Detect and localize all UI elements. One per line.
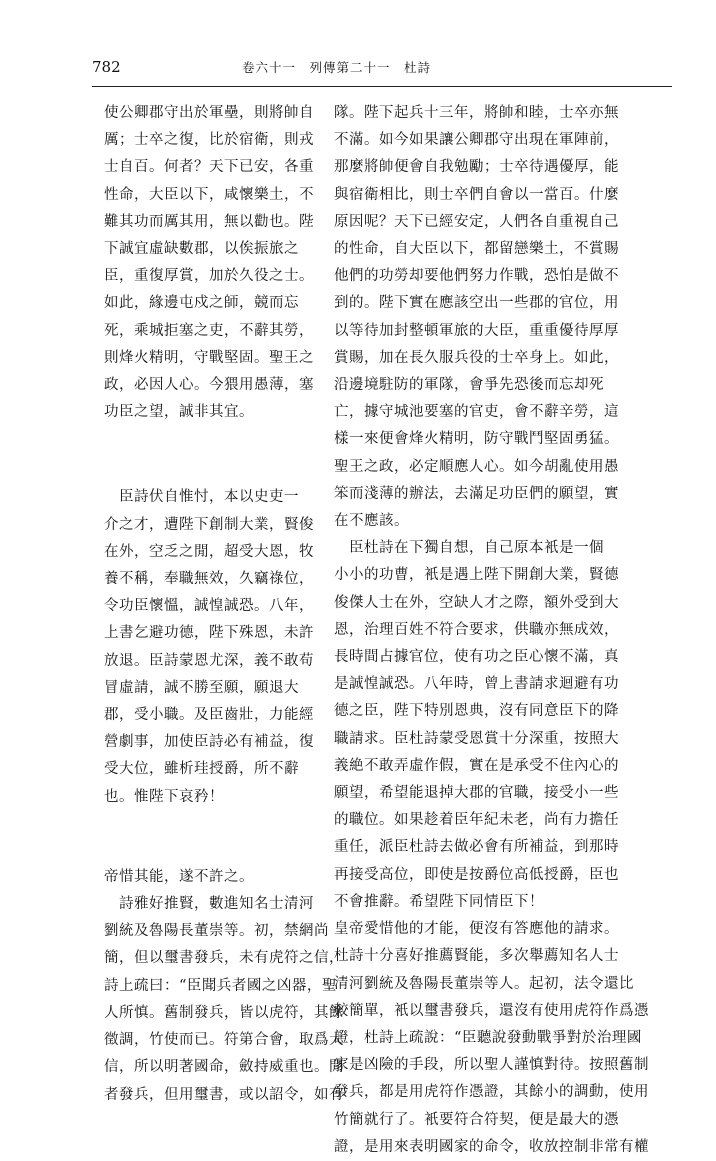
text-line: 恩，治理百姓不符合要求，供職亦無成效，	[334, 621, 619, 638]
text-line: 德之臣，陛下特別恩典，沒有同意臣下的降	[334, 703, 619, 720]
text-line: 死，乘城拒塞之吏，不辭其勞，	[104, 322, 314, 339]
translation-para-4	[334, 943, 674, 1161]
text-line: 營劇事，加使臣詩必有補益，復	[104, 734, 314, 751]
text-line: 令功臣懷慍，誠惶誠恐。八年，	[104, 598, 314, 615]
text-line: 使公卿郡守出於軍壘，則將帥自	[104, 105, 314, 121]
translation-para-1	[334, 100, 674, 535]
text-line: 如此，緣邊屯戍之師，競而忘	[104, 295, 299, 312]
text-line: 俊傑人士在外，空缺人才之際，額外受到大	[334, 594, 619, 611]
text-line: 笨而淺薄的辦法，去滿足功臣們的願望，實	[334, 485, 619, 502]
text-line: 在外，空乏之閒，超受大恩，牧	[104, 543, 314, 560]
text-line: 的性命，自大臣以下，都留戀樂土，不賞賜	[334, 241, 619, 258]
text-line: 詩雅好推賢，數進知名士清河	[104, 896, 314, 913]
text-line: 樣一來便會烽火精明，防守戰鬥堅固勇猛。	[334, 431, 619, 448]
text-line: 重任，派臣杜詩去做必會有所補益，到那時	[334, 839, 619, 856]
text-line: 那麼將帥便會自我勉勵；士卒待遇優厚，能	[334, 159, 619, 176]
text-line: 養不稱，奉職無效，久竊祿位，	[104, 571, 314, 588]
classical-para-1	[104, 100, 314, 426]
text-line: 竹簡就行了。衹要符合符契，便是最大的憑	[334, 1111, 619, 1128]
text-line: 皇帝愛惜他的才能，便沒有答應他的請求。	[334, 921, 619, 938]
text-line: 證，是用來表明國家的命令，收放控制非常有權	[334, 1138, 649, 1155]
text-line: 冒虛請，誠不勝至願，願退大	[104, 679, 299, 696]
text-line: 小小的功曹，衹是遇上陛下開創大業，賢德	[334, 567, 619, 584]
text-line: 不滿。如今如果讓公卿郡守出現在軍陣前，	[334, 132, 619, 149]
text-line: 發兵，都是用虎符作憑證，其餘小的調動，使用	[334, 1084, 649, 1101]
text-line: 難其功而厲其用，無以勸也。陛	[104, 213, 314, 230]
text-line: 以等待加封整頓軍旅的大臣，重重優待厚厚	[334, 322, 619, 339]
text-line: 厲；士卒之復，比於宿衛，則戎	[104, 132, 314, 149]
text-line: 賞賜，加在長久服兵役的士卒身上。如此，	[334, 349, 619, 366]
text-line: 他們的功勞却要他們努力作戰，恐怕是做不	[334, 268, 619, 285]
running-title: 卷六十一 列傳第二十一 杜詩	[242, 60, 432, 75]
page-header	[92, 58, 672, 86]
text-line: 也。惟陛下哀矜！	[104, 788, 224, 805]
text-line: 的職位。如果趁着臣年紀未老，尚有力擔任	[334, 812, 619, 829]
text-line: 原因呢？天下已經安定，人們各自重視自己	[334, 213, 619, 230]
text-line: 政，必因人心。今猥用愚薄，塞	[104, 377, 314, 394]
text-line: 聖王之政，必定順應人心。如今胡亂使用愚	[334, 458, 619, 475]
text-line: 上書乞避功德，陛下殊恩，未許	[104, 625, 314, 642]
text-line: 沿邊境駐防的軍隊，會爭先恐後而忘却死	[334, 377, 604, 394]
text-line: 臣，重復厚賞，加於久役之士。	[104, 268, 314, 285]
text-line: 義絶不敢弄虛作假，實在是承受不住內心的	[334, 757, 619, 774]
text-line: 清河劉統及魯陽長董崇等人。起初，法令還比	[334, 975, 634, 992]
text-line: 臣杜詩在下獨自想，自己原本衹是一個	[334, 540, 604, 557]
text-line: 介之才，遭陛下創制大業，賢俊	[104, 516, 314, 533]
text-line: 與宿衛相比，則士卒們自會以一當百。什麼	[334, 186, 619, 203]
text-line: 證，杜詩上疏說：“臣聽說發動戰爭對於治理國	[334, 1029, 642, 1046]
text-line: 性命，大臣以下，咸懷樂土，不	[104, 186, 314, 203]
text-line: 願望，希望能退掉大郡的官職，接受小一些	[334, 785, 619, 802]
text-line: 信，所以明著國命，斂持威重也。閒	[104, 1059, 344, 1076]
page-number: 782	[92, 58, 121, 76]
text-line: 在不應該。	[334, 513, 409, 530]
text-line: 長時間占據官位，使有功之臣心懷不滿，真	[334, 649, 619, 666]
classical-para-3	[104, 864, 310, 891]
text-line: 家是凶險的手段，所以聖人謹慎對待。按照舊制	[334, 1057, 649, 1074]
classical-para-2	[104, 484, 314, 810]
text-line: 功臣之望，誠非其宜。	[104, 404, 254, 421]
text-line: 徵調，竹使而已。符第合會，取爲大	[104, 1032, 344, 1049]
text-line: 受大位，雖析珪授爵，所不辭	[104, 761, 299, 778]
text-line: 到的。陛下實在應該空出一些郡的官位，用	[334, 295, 619, 312]
text-line: 臣詩伏自惟忖，本以史吏一	[104, 489, 299, 506]
text-line: 郡，受小職。及臣齒壯，力能經	[104, 707, 314, 724]
text-line: 劉統及魯陽長董崇等。初，禁網尚	[104, 923, 329, 940]
text-line: 亡，據守城池要塞的官吏，會不辭辛勞，這	[334, 404, 619, 421]
header-rule	[92, 86, 672, 87]
text-line: 職請求。臣杜詩蒙受恩賞十分深重，按照大	[334, 730, 619, 747]
translation-para-2	[334, 535, 674, 916]
text-line: 者發兵，但用璽書，或以詔令，如有	[104, 1086, 344, 1103]
classical-text-column	[104, 100, 344, 1109]
text-line: 較簡單，衹以璽書發兵，還沒有使用虎符作爲憑	[334, 1002, 649, 1019]
text-line: 放退。臣詩蒙恩尤深，義不敢苟	[104, 652, 314, 669]
text-line: 是誠惶誠恐。八年時，曾上書請求迴避有功	[334, 676, 619, 693]
text-line: 則烽火精明，守戰堅固。聖王之	[104, 349, 314, 366]
translation-para-3	[334, 916, 674, 943]
text-line: 詩上疏曰：“臣聞兵者國之凶器，聖	[104, 977, 337, 994]
text-line: 再接受高位，即使是按爵位高低授爵，臣也	[334, 866, 619, 883]
text-line: 不會推辭。希望陛下同情臣下！	[334, 893, 544, 910]
text-line: 隊。陛下起兵十三年，將帥和睦，士卒亦無	[334, 105, 619, 121]
text-line: 人所慎。舊制發兵，皆以虎符，其餘	[104, 1004, 344, 1021]
text-line: 士自百。何者？天下已安，各重	[104, 159, 314, 176]
text-line: 杜詩十分喜好推薦賢能，多次舉薦知名人士	[334, 948, 619, 965]
spacer	[104, 811, 310, 864]
text-line: 下誠宜虛缺數郡，以俟振旅之	[104, 241, 299, 258]
translation-column	[334, 100, 674, 1161]
spacer	[104, 426, 310, 484]
text-line: 帝惜其能，遂不許之。	[104, 868, 254, 885]
text-line: 簡，但以璽書發兵，未有虎符之信，	[104, 950, 344, 967]
